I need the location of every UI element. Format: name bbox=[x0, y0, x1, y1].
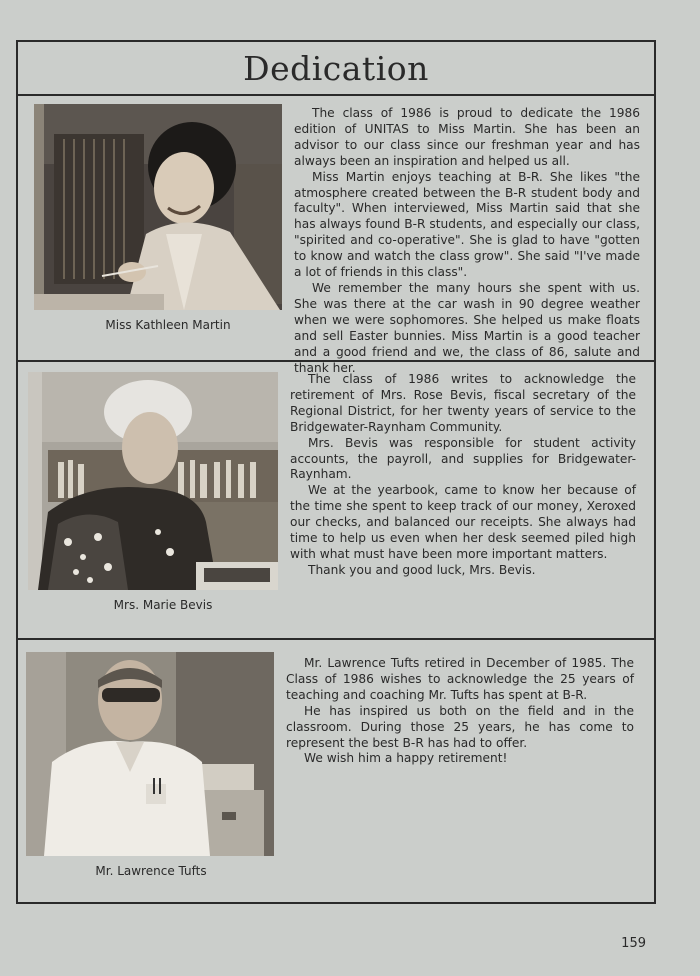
section-tufts bbox=[18, 640, 654, 902]
photo-marie-bevis bbox=[28, 372, 278, 590]
paragraph: We wish him a happy retirement! bbox=[304, 751, 508, 766]
paragraph: Mr. Lawrence Tufts retired in December of 1985. The Class of 1986 wishes to acknowledge the 25 years of teaching and coaching Mr. Tufts has spent at B-R. bbox=[286, 656, 634, 702]
text-martin bbox=[294, 106, 640, 376]
text-bevis bbox=[290, 372, 636, 579]
section-martin bbox=[18, 96, 654, 375]
page-number: 159 bbox=[621, 936, 646, 951]
photo-lawrence-tufts bbox=[26, 652, 274, 856]
title-bar bbox=[18, 42, 654, 96]
caption-tufts: Mr. Lawrence Tufts bbox=[95, 864, 207, 878]
portrait-tufts-illustration bbox=[26, 652, 274, 856]
photo-kathleen-martin bbox=[34, 104, 282, 310]
paragraph: Mrs. Bevis was responsible for student activity accounts, the payroll, and supplies for Bridgewater-Raynham. bbox=[290, 435, 636, 482]
page-frame bbox=[16, 40, 656, 904]
portrait-martin-illustration bbox=[34, 104, 282, 310]
caption-martin: Miss Kathleen Martin bbox=[105, 318, 231, 332]
paragraph: The class of 1986 is proud to dedicate the 1986 edition of UNITAS to Miss Martin. She has been an advisor to our class since our freshman year and has always been an inspiration and helped us all. bbox=[294, 106, 640, 168]
caption-bevis: Mrs. Marie Bevis bbox=[113, 598, 213, 612]
page-title: Dedication bbox=[243, 48, 429, 88]
section-bevis bbox=[18, 362, 654, 640]
paragraph: The class of 1986 writes to acknowledge the retirement of Mrs. Rose Bevis, fiscal secretary of the Regional District, for her twenty years of service to the Bridgewater-Raynham Community. bbox=[290, 372, 636, 434]
paragraph: Thank you and good luck, Mrs. Bevis. bbox=[308, 562, 536, 577]
text-tufts bbox=[286, 656, 634, 767]
paragraph: We at the yearbook, came to know her because of the time she spent to keep track of our money, Xeroxed our checks, and balanced our receipts. She always had time to help us even when her desk seemed piled high with what must have been more important matters. bbox=[290, 483, 636, 561]
paragraph: He has inspired us both on the field and in the classroom. During those 25 years, he has come to represent the best B-R has had to offer. bbox=[286, 703, 634, 750]
portrait-bevis-illustration bbox=[28, 372, 278, 590]
paragraph: We remember the many hours she spent with us. She was there at the car wash in 90 degree weather when we were sophomores. She helped us make floats and sell Easter bunnies. Miss Martin is a good teacher and a good friend and we, the class of 86, salute and thank her. bbox=[294, 280, 640, 375]
paragraph: Miss Martin enjoys teaching at B-R. She likes "the atmosphere created between the B-R student body and faculty". When interviewed, Miss Martin said that she has always found B-R students, and especially our class, "spirited and co-operative". She is glad to have "gotten to know and watch the class grow". She said "I've made a lot of friends in this class". bbox=[294, 169, 640, 280]
